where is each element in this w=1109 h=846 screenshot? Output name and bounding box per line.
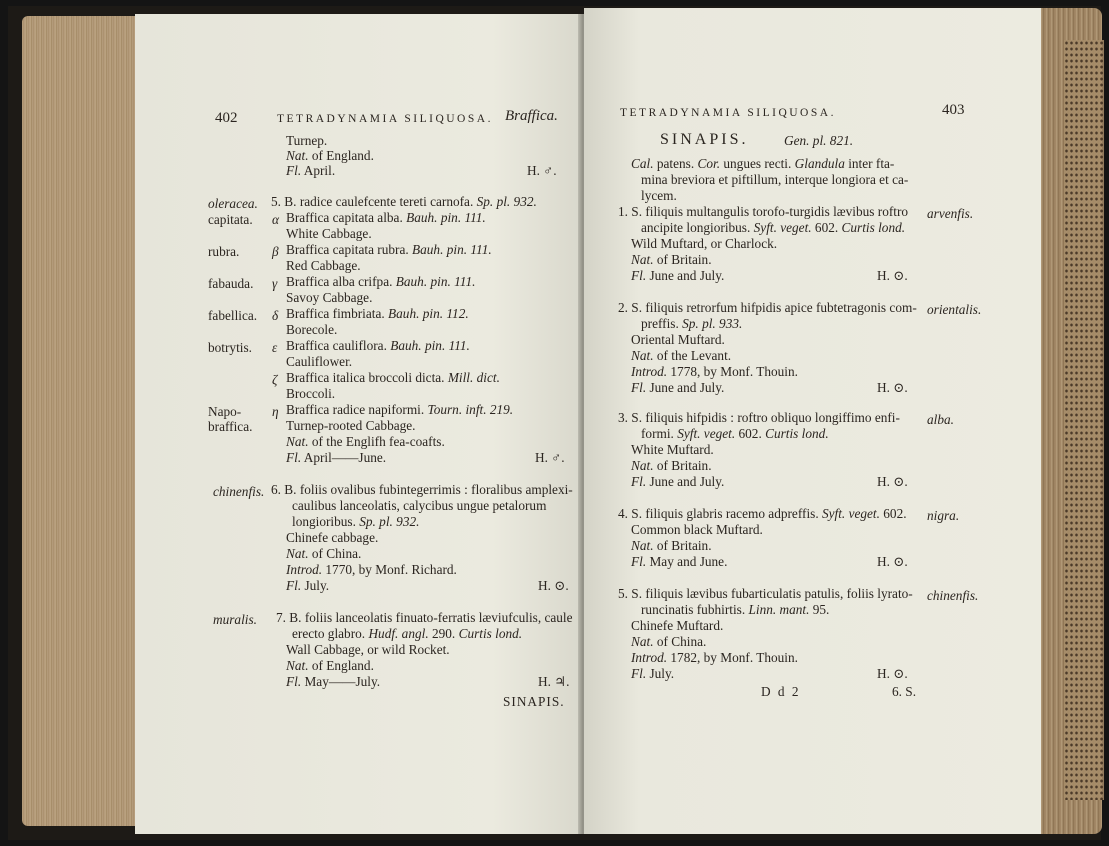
catchword: 6. S. [892,684,917,699]
common-name: Common black Muftard. [631,522,763,537]
genus-reference: Gen. pl. 821. [784,133,854,148]
species-entry: erecto glabro. Hudf. angl. 290. Curtis lond. [292,626,523,641]
common-name: Wall Cabbage, or wild Rocket. [286,642,450,657]
common-name: Cauliflower. [286,354,353,369]
nativity-line: Nat. of England. [286,148,374,163]
variety-letter: ε [272,340,278,355]
flowering-line: Fl. May——July. [286,674,381,689]
common-name: Turnep-rooted Cabbage. [286,418,416,433]
nativity-line: Nat. of Britain. [631,458,712,473]
habit-mark: H. ⊙. [538,578,569,593]
common-name: Borecole. [286,322,338,337]
margin-name: arvenfis. [927,206,974,221]
variety-letter: ζ [272,372,278,387]
left-page-edges [22,16,140,826]
margin-name: botrytis. [208,340,252,355]
flowering-line: Fl. July. [631,666,675,681]
flowering-line: Fl. June and July. [631,380,725,395]
habit-mark: H. ⊙. [877,380,908,395]
variety-entry: Braffica fimbriata. Bauh. pin. 112. [286,306,469,321]
common-name: Broccoli. [286,386,336,401]
habit-mark: H. ⊙. [877,474,908,489]
flowering-line: Fl. April——June. [286,450,387,465]
flowering-line: Fl. July. [286,578,330,593]
species-entry: 4. S. filiquis glabris racemo adpreffis. Syft. veget. 602. [618,506,907,521]
species-entry: formi. Syft. veget. 602. Curtis lond. [641,426,829,441]
species-entry: ancipite longioribus. Syft. veget. 602. Curtis lond. [641,220,906,235]
species-entry: 5. B. radice caulefcente tereti carnofa. Sp. pl. 932. [271,194,537,209]
genus-description: Cal. patens. Cor. ungues recti. Glandula inter fta- [631,156,895,171]
species-entry: 1. S. filiquis multangulis torofo-turgidis lævibus roftro [618,204,909,219]
habit-mark: H. ⊙. [877,554,908,569]
flowering-line: Fl. April. [286,163,336,178]
signature-mark: D d 2 [761,684,801,699]
species-entry: 7. B. foliis lanceolatis finuato-ferratis læviufculis, caule [276,610,573,625]
nativity-line: Nat. of China. [286,546,362,561]
flowering-line: Fl. May and June. [631,554,728,569]
variety-letter: α [272,212,279,227]
common-name: White Muftard. [631,442,714,457]
variety-entry: Braffica alba crifpa. Bauh. pin. 111. [286,274,476,289]
margin-name: alba. [927,412,954,427]
variety-entry: Braffica capitata alba. Bauh. pin. 111. [286,210,486,225]
margin-name: Napo- [208,404,242,419]
introduced-line: Introd. 1782, by Monf. Thouin. [631,650,798,665]
common-name: Oriental Muftard. [631,332,725,347]
nativity-line: Nat. of England. [286,658,374,673]
genus-description: mina breviora et piftillum, interque longiora et ca- [641,172,909,187]
variety-entry: Braffica radice napiformi. Tourn. inft. 219. [286,402,514,417]
margin-name: chinenfis. [213,484,265,499]
variety-entry: Braffica cauliflora. Bauh. pin. 111. [286,338,470,353]
right-page [584,8,1041,834]
common-name: Wild Muftard, or Charlock. [631,236,778,251]
genus-description: lycem. [641,188,677,203]
common-name: Chinefe Muftard. [631,618,724,633]
flowering-line: Fl. June and July. [631,268,725,283]
margin-name: muralis. [213,612,257,627]
common-name: White Cabbage. [286,226,372,241]
flowering-line: Fl. June and July. [631,474,725,489]
habit-mark: H. ♃. [538,674,570,689]
running-head: TETRADYNAMIA SILIQUOSA. [277,113,493,125]
nativity-line: Nat. of Britain. [631,252,712,267]
speckled-edge [1064,40,1104,800]
species-entry: 5. S. filiquis lævibus fubarticulatis patulis, foliis lyrato- [618,586,913,601]
introduced-line: Introd. 1770, by Monf. Richard. [286,562,457,577]
habit-mark: H. ⊙. [877,268,908,283]
habit-mark: H. ♂. [535,450,565,465]
species-entry: preffis. Sp. pl. 933. [641,316,743,331]
margin-name: nigra. [927,508,960,523]
variety-entry: Braffica italica broccoli dicta. Mill. dict. [286,370,500,385]
common-name: Savoy Cabbage. [286,290,373,305]
margin-name: fabauda. [208,276,254,291]
page-number: 402 [215,110,238,126]
margin-name: braffica. [208,419,253,434]
catchword: SINAPIS. [503,694,565,709]
margin-name: fabellica. [208,308,258,323]
common-name: Turnep. [286,133,328,148]
species-entry: runcinatis fubhirtis. Linn. mant. 95. [641,602,830,617]
habit-mark: H. ⊙. [877,666,908,681]
running-head: TETRADYNAMIA SILIQUOSA. [620,107,836,119]
running-genus: Braffica. [505,108,558,124]
variety-letter: γ [272,276,278,291]
margin-name: chinenfis. [927,588,979,603]
species-entry: caulibus lanceolatis, calycibus ungue petalorum [292,498,547,513]
common-name: Red Cabbage. [286,258,361,273]
species-entry: 3. S. filiquis hifpidis : roftro obliquo longiffimo enfi- [618,410,900,425]
habit-mark: H. ♂. [527,163,557,178]
species-entry: 2. S. filiquis retrorfum hifpidis apice fubtetragonis com- [618,300,917,315]
species-entry: 6. B. foliis ovalibus fubintegerrimis : floralibus amplexi- [271,482,573,497]
nativity-line: Nat. of the Englifh fea-coafts. [286,434,445,449]
left-page [135,14,582,834]
nativity-line: Nat. of Britain. [631,538,712,553]
nativity-line: Nat. of China. [631,634,707,649]
margin-name: rubra. [208,244,240,259]
margin-name: oleracea. [208,196,258,211]
genus-title: SINAPIS. [660,131,749,148]
species-entry: longioribus. Sp. pl. 932. [292,514,420,529]
variety-letter: δ [272,308,279,323]
nativity-line: Nat. of the Levant. [631,348,732,363]
common-name: Chinefe cabbage. [286,530,379,545]
variety-letter: η [272,404,279,419]
variety-entry: Braffica capitata rubra. Bauh. pin. 111. [286,242,492,257]
page-number: 403 [942,102,965,118]
introduced-line: Introd. 1778, by Monf. Thouin. [631,364,798,379]
margin-name: orientalis. [927,302,982,317]
margin-name: capitata. [208,212,253,227]
variety-letter: β [272,244,279,259]
